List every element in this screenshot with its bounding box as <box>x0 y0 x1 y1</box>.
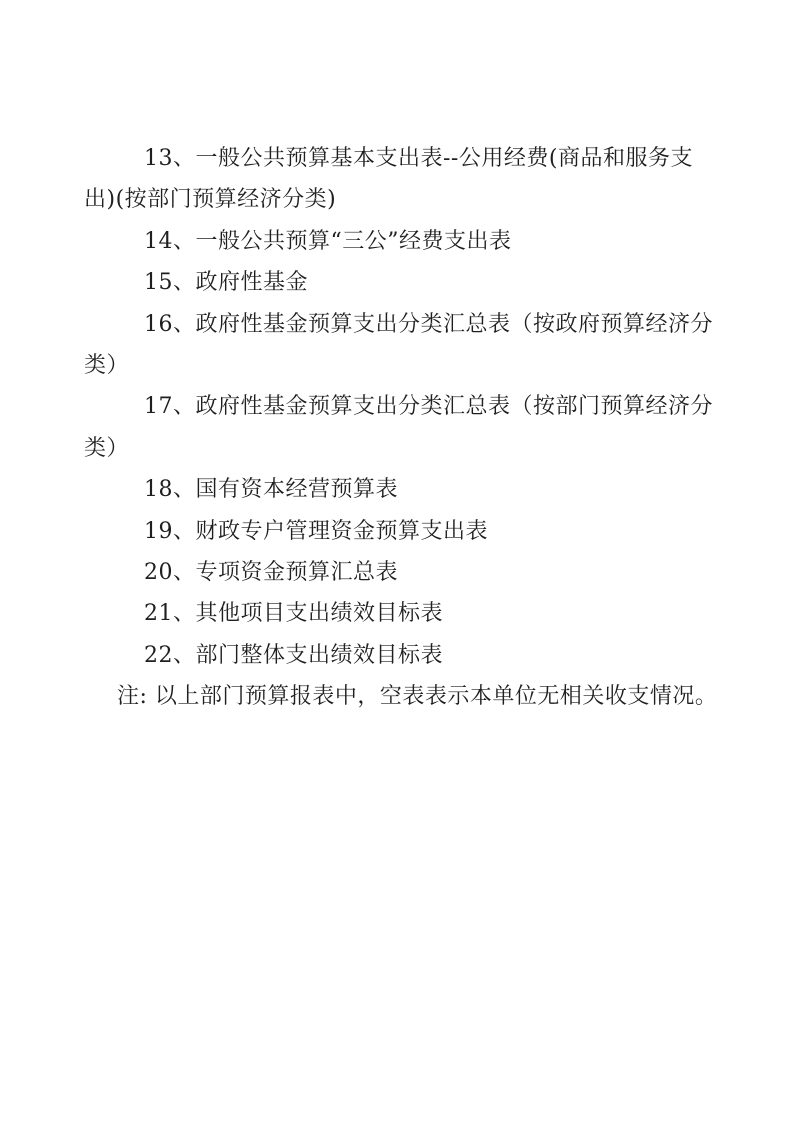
list-line-18: 18、国有资本经营预算表 <box>144 477 398 503</box>
document-body <box>82 138 773 717</box>
list-line-13: 13、一般公共预算基本支出表--公用经费(商品和服务支 <box>144 146 693 171</box>
list-line-19: 19、财政专户管理资金预算支出表 <box>144 518 488 544</box>
list-line-22: 22、部门整体支出绩效目标表 <box>144 642 443 668</box>
list-line-16: 16、政府性基金预算支出分类汇总表（按政府预算经济分 <box>144 311 713 337</box>
note-line: 注: 以上部门预算报表中，空表表示本单位无相关收支情况。 <box>117 684 718 710</box>
list-line-17: 17、政府性基金预算支出分类汇总表（按部门预算经济分 <box>144 394 713 420</box>
list-line-16-wrap: 类） <box>84 352 130 378</box>
list-line-17-wrap: 类） <box>84 435 130 461</box>
list-line-21: 21、其他项目支出绩效目标表 <box>144 601 443 627</box>
list-line-14: 14、一般公共预算“三公”经费支出表 <box>144 228 512 254</box>
list-line-15: 15、政府性基金 <box>144 270 308 296</box>
list-line-13-wrap: 出)(按部门预算经济分类) <box>84 187 337 213</box>
list-line-20: 20、专项资金预算汇总表 <box>144 559 398 585</box>
